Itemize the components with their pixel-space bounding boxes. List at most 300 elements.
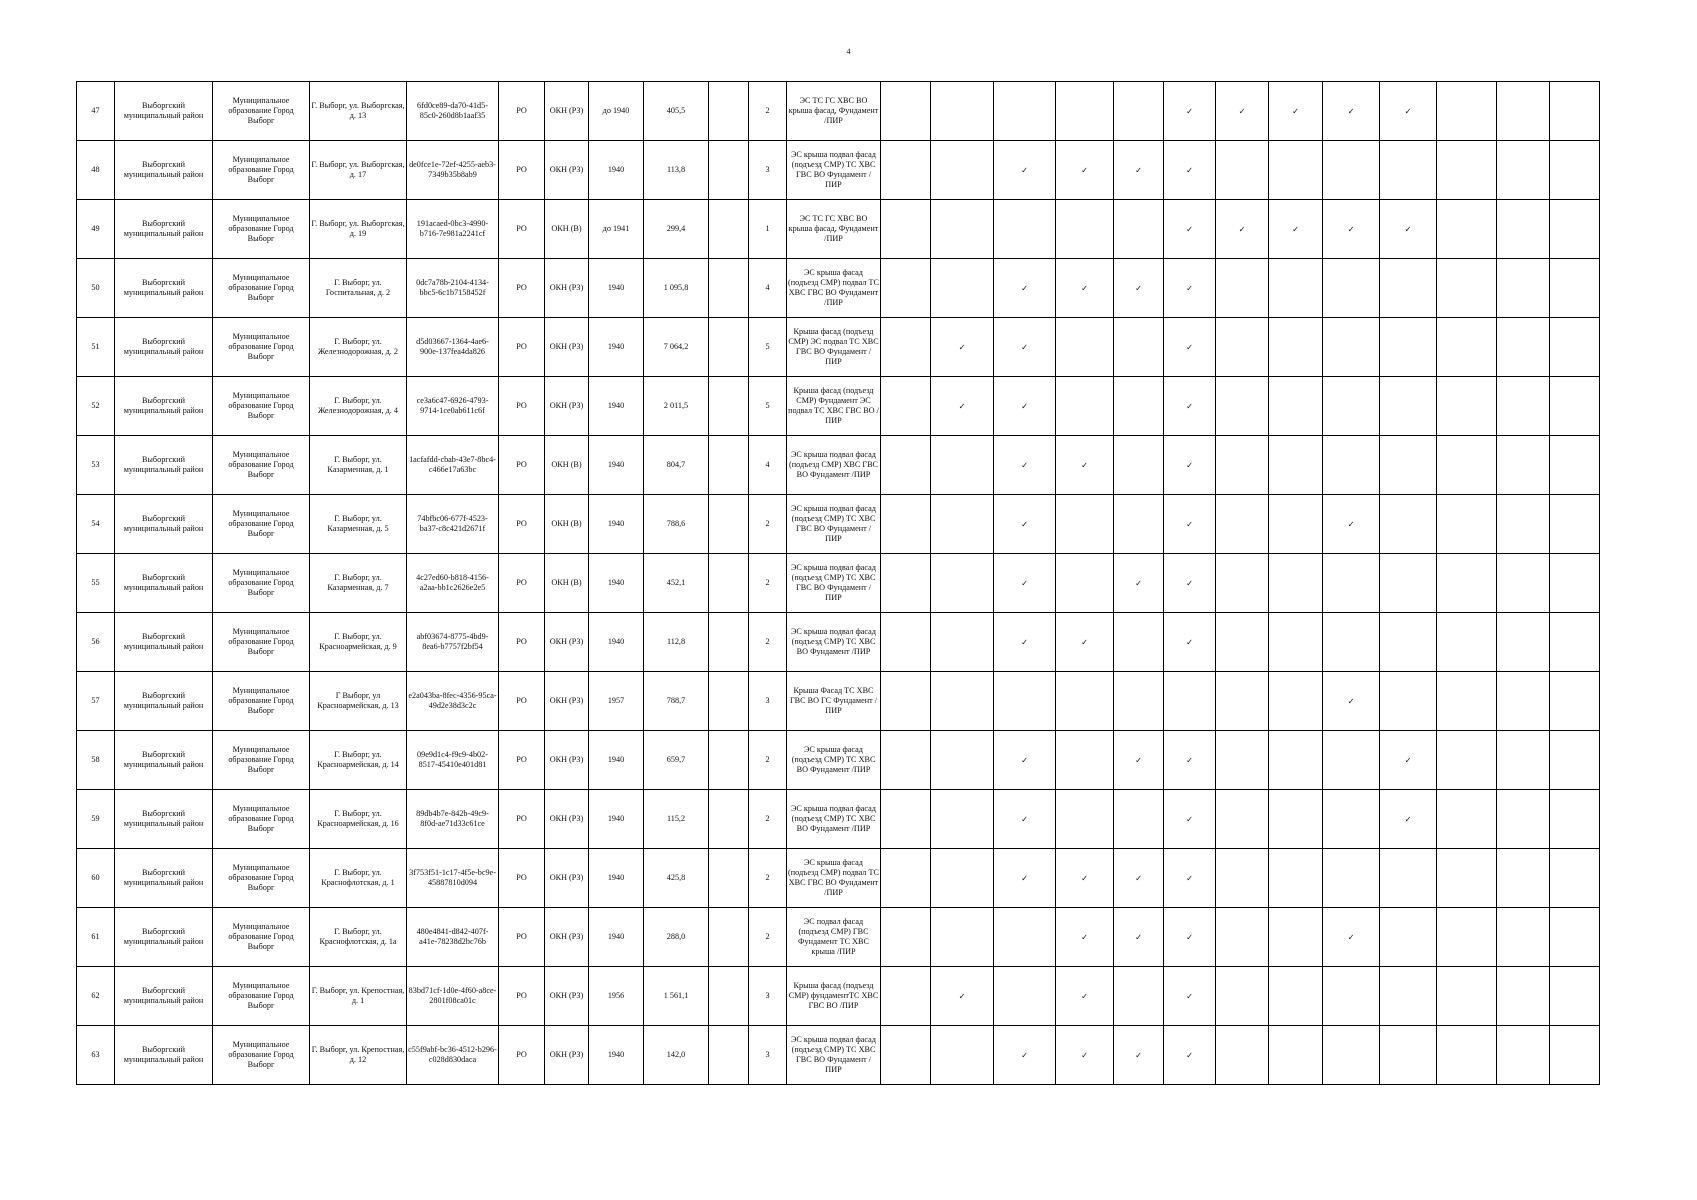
- checkmark-icon: ✓: [1056, 967, 1114, 1026]
- empty-check-cell: [1269, 613, 1323, 672]
- floors-cell: 2: [749, 82, 787, 141]
- empty-check-cell: [1497, 849, 1550, 908]
- checkmark-icon: ✓: [1056, 436, 1114, 495]
- checkmark-icon: ✓: [994, 849, 1056, 908]
- empty-cell: [709, 377, 749, 436]
- empty-check-cell: [1550, 908, 1600, 967]
- empty-check-cell: [1323, 436, 1380, 495]
- year-cell: 1940: [589, 495, 644, 554]
- empty-check-cell: [1437, 790, 1497, 849]
- empty-check-cell: [1497, 613, 1550, 672]
- checkmark-icon: ✓: [931, 377, 994, 436]
- empty-check-cell: [1216, 377, 1269, 436]
- area-cell: 804,7: [644, 436, 709, 495]
- municipality-cell: Муниципальное образование Город Выборг: [213, 141, 310, 200]
- status-cell: ОКН (РЗ): [545, 1026, 589, 1085]
- empty-check-cell: [1550, 495, 1600, 554]
- year-cell: до 1941: [589, 200, 644, 259]
- empty-check-cell: [1114, 790, 1164, 849]
- area-cell: 299,4: [644, 200, 709, 259]
- empty-check-cell: [1497, 554, 1550, 613]
- checkmark-icon: ✓: [994, 495, 1056, 554]
- empty-check-cell: [1380, 1026, 1437, 1085]
- empty-check-cell: [1056, 554, 1114, 613]
- guid-cell: 83bd71cf-1d0e-4f60-a8ce-2801f08ca01c: [407, 967, 499, 1026]
- address-cell: Г. Выборг, ул. Казарменная, д. 1: [310, 436, 407, 495]
- row-number: 47: [77, 82, 115, 141]
- empty-check-cell: [1056, 377, 1114, 436]
- object-type-cell: РО: [499, 318, 545, 377]
- checkmark-icon: ✓: [994, 436, 1056, 495]
- object-type-cell: РО: [499, 259, 545, 318]
- checkmark-icon: ✓: [1114, 849, 1164, 908]
- empty-cell: [709, 908, 749, 967]
- municipality-cell: Муниципальное образование Город Выборг: [213, 967, 310, 1026]
- floors-cell: 2: [749, 613, 787, 672]
- empty-check-cell: [1437, 318, 1497, 377]
- checkmark-icon: ✓: [1114, 554, 1164, 613]
- area-cell: 115,2: [644, 790, 709, 849]
- table-row: [77, 908, 1600, 967]
- empty-cell: [709, 967, 749, 1026]
- empty-check-cell: [1269, 672, 1323, 731]
- guid-cell: 4c27ed60-b818-4156-a2aa-bb1c2626e2e5: [407, 554, 499, 613]
- empty-check-cell: [1497, 318, 1550, 377]
- status-cell: ОКН (РЗ): [545, 672, 589, 731]
- year-cell: 1940: [589, 377, 644, 436]
- empty-cell: [709, 436, 749, 495]
- empty-check-cell: [1216, 436, 1269, 495]
- table-row: [77, 731, 1600, 790]
- empty-check-cell: [1216, 1026, 1269, 1085]
- object-type-cell: РО: [499, 672, 545, 731]
- empty-check-cell: [931, 1026, 994, 1085]
- row-number: 60: [77, 849, 115, 908]
- district-cell: Выборгский муниципальный район: [115, 967, 213, 1026]
- empty-check-cell: [1437, 82, 1497, 141]
- guid-cell: abf03674-8775-4bd9-8ea6-b7757f2bf54: [407, 613, 499, 672]
- empty-check-cell: [1323, 731, 1380, 790]
- floors-cell: 2: [749, 790, 787, 849]
- empty-check-cell: [1323, 849, 1380, 908]
- empty-check-cell: [1114, 318, 1164, 377]
- row-number: 58: [77, 731, 115, 790]
- empty-check-cell: [1550, 849, 1600, 908]
- municipality-cell: Муниципальное образование Город Выборг: [213, 672, 310, 731]
- empty-check-cell: [1323, 318, 1380, 377]
- empty-check-cell: [1269, 495, 1323, 554]
- year-cell: 1940: [589, 318, 644, 377]
- empty-check-cell: [1323, 967, 1380, 1026]
- row-number: 51: [77, 318, 115, 377]
- object-type-cell: РО: [499, 967, 545, 1026]
- empty-check-cell: [1497, 672, 1550, 731]
- status-cell: ОКН (РЗ): [545, 377, 589, 436]
- checkmark-icon: ✓: [994, 790, 1056, 849]
- checkmark-icon: ✓: [1380, 790, 1437, 849]
- empty-check-cell: [1269, 436, 1323, 495]
- table-row: [77, 790, 1600, 849]
- empty-check-cell: [881, 259, 931, 318]
- status-cell: ОКН (РЗ): [545, 790, 589, 849]
- address-cell: Г. Выборг, ул. Выборгская, д. 19: [310, 200, 407, 259]
- area-cell: 142,0: [644, 1026, 709, 1085]
- year-cell: до 1940: [589, 82, 644, 141]
- municipality-cell: Муниципальное образование Город Выборг: [213, 613, 310, 672]
- empty-check-cell: [1216, 731, 1269, 790]
- district-cell: Выборгский муниципальный район: [115, 377, 213, 436]
- checkmark-icon: ✓: [1323, 200, 1380, 259]
- works-cell: ЭС крыша подвал фасад (подъезд СМР) ХВС ГВС ВО Фундамент /ПИР: [787, 436, 881, 495]
- works-cell: ЭС крыша фасад (подъезд СМР) ТС ХВС ВО Фундамент /ПИР: [787, 731, 881, 790]
- checkmark-icon: ✓: [1164, 1026, 1216, 1085]
- empty-check-cell: [1550, 967, 1600, 1026]
- guid-cell: 74bfbc06-677f-4523-ba37-c8c421d2671f: [407, 495, 499, 554]
- table-row: [77, 141, 1600, 200]
- checkmark-icon: ✓: [1323, 495, 1380, 554]
- floors-cell: 2: [749, 849, 787, 908]
- area-cell: 659,7: [644, 731, 709, 790]
- empty-check-cell: [1269, 554, 1323, 613]
- empty-check-cell: [931, 495, 994, 554]
- checkmark-icon: ✓: [1164, 495, 1216, 554]
- empty-check-cell: [1216, 967, 1269, 1026]
- status-cell: ОКН (РЗ): [545, 259, 589, 318]
- checkmark-icon: ✓: [1114, 259, 1164, 318]
- works-cell: ЭС ТС ГС ХВС ВО крыша фасад, Фундамент /ПИР: [787, 200, 881, 259]
- object-type-cell: РО: [499, 436, 545, 495]
- empty-check-cell: [1216, 908, 1269, 967]
- status-cell: ОКН (РЗ): [545, 849, 589, 908]
- checkmark-icon: ✓: [1164, 908, 1216, 967]
- empty-check-cell: [1269, 318, 1323, 377]
- works-cell: Крыша фасад (подъезд СМР) ЭС подвал ТС ХВС ГВС ВО Фундамент /ПИР: [787, 318, 881, 377]
- empty-check-cell: [1380, 967, 1437, 1026]
- municipality-cell: Муниципальное образование Город Выборг: [213, 259, 310, 318]
- district-cell: Выборгский муниципальный район: [115, 790, 213, 849]
- empty-cell: [709, 672, 749, 731]
- status-cell: ОКН (РЗ): [545, 318, 589, 377]
- works-cell: ЭС крыша подвал фасад (подъезд СМР) ТС ХВС ВО Фундамент /ПИР: [787, 613, 881, 672]
- empty-check-cell: [1437, 554, 1497, 613]
- empty-check-cell: [1380, 672, 1437, 731]
- empty-check-cell: [1437, 436, 1497, 495]
- address-cell: Г. Выборг, ул. Красноармейская, д. 16: [310, 790, 407, 849]
- checkmark-icon: ✓: [1216, 200, 1269, 259]
- empty-check-cell: [1437, 1026, 1497, 1085]
- municipality-cell: Муниципальное образование Город Выборг: [213, 554, 310, 613]
- address-cell: Г. Выборг, ул. Крепостная, д. 12: [310, 1026, 407, 1085]
- empty-cell: [709, 1026, 749, 1085]
- checkmark-icon: ✓: [1056, 613, 1114, 672]
- works-cell: ЭС крыша фасад (подъезд СМР) подвал ТС ХВС ГВС ВО Фундамент /ПИР: [787, 259, 881, 318]
- empty-check-cell: [931, 849, 994, 908]
- district-cell: Выборгский муниципальный район: [115, 495, 213, 554]
- checkmark-icon: ✓: [931, 318, 994, 377]
- empty-check-cell: [1380, 141, 1437, 200]
- checkmark-icon: ✓: [1269, 82, 1323, 141]
- district-cell: Выборгский муниципальный район: [115, 200, 213, 259]
- empty-check-cell: [1497, 908, 1550, 967]
- checkmark-icon: ✓: [1380, 200, 1437, 259]
- empty-check-cell: [1550, 259, 1600, 318]
- checkmark-icon: ✓: [1056, 141, 1114, 200]
- empty-check-cell: [881, 849, 931, 908]
- empty-check-cell: [881, 613, 931, 672]
- row-number: 56: [77, 613, 115, 672]
- empty-check-cell: [1323, 554, 1380, 613]
- district-cell: Выборгский муниципальный район: [115, 141, 213, 200]
- row-number: 50: [77, 259, 115, 318]
- empty-check-cell: [1380, 849, 1437, 908]
- empty-check-cell: [881, 377, 931, 436]
- checkmark-icon: ✓: [1056, 849, 1114, 908]
- checkmark-icon: ✓: [1164, 790, 1216, 849]
- checkmark-icon: ✓: [1164, 613, 1216, 672]
- empty-check-cell: [1497, 495, 1550, 554]
- row-number: 55: [77, 554, 115, 613]
- empty-check-cell: [1269, 259, 1323, 318]
- row-number: 48: [77, 141, 115, 200]
- empty-check-cell: [1323, 790, 1380, 849]
- empty-check-cell: [931, 436, 994, 495]
- object-type-cell: РО: [499, 554, 545, 613]
- empty-check-cell: [1216, 554, 1269, 613]
- empty-check-cell: [1380, 554, 1437, 613]
- municipality-cell: Муниципальное образование Город Выборг: [213, 318, 310, 377]
- floors-cell: 3: [749, 672, 787, 731]
- empty-check-cell: [931, 259, 994, 318]
- row-number: 53: [77, 436, 115, 495]
- address-cell: Г. Выборг, ул. Краснофлотская, д. 1а: [310, 908, 407, 967]
- floors-cell: 3: [749, 141, 787, 200]
- row-number: 57: [77, 672, 115, 731]
- status-cell: ОКН (РЗ): [545, 141, 589, 200]
- empty-check-cell: [1114, 613, 1164, 672]
- empty-check-cell: [881, 318, 931, 377]
- table-row: [77, 436, 1600, 495]
- works-cell: ЭС ТС ГС ХВС ВО крыша фасад, Фундамент /ПИР: [787, 82, 881, 141]
- municipality-cell: Муниципальное образование Город Выборг: [213, 377, 310, 436]
- address-cell: Г. Выборг, ул. Железнодорожная, д. 4: [310, 377, 407, 436]
- area-cell: 1 561,1: [644, 967, 709, 1026]
- year-cell: 1940: [589, 849, 644, 908]
- checkmark-icon: ✓: [1380, 731, 1437, 790]
- empty-check-cell: [931, 731, 994, 790]
- empty-cell: [709, 554, 749, 613]
- empty-check-cell: [1497, 436, 1550, 495]
- checkmark-icon: ✓: [1164, 318, 1216, 377]
- guid-cell: d5d03667-1364-4ae6-900e-137fea4da826: [407, 318, 499, 377]
- empty-check-cell: [1497, 731, 1550, 790]
- empty-check-cell: [881, 436, 931, 495]
- checkmark-icon: ✓: [994, 1026, 1056, 1085]
- empty-check-cell: [1497, 1026, 1550, 1085]
- object-type-cell: РО: [499, 908, 545, 967]
- table-row: [77, 259, 1600, 318]
- year-cell: 1940: [589, 790, 644, 849]
- empty-check-cell: [881, 1026, 931, 1085]
- address-cell: Г. Выборг, ул. Госпитальная, д. 2: [310, 259, 407, 318]
- object-type-cell: РО: [499, 200, 545, 259]
- address-cell: Г. Выборг, ул. Красноармейская, д. 14: [310, 731, 407, 790]
- empty-check-cell: [1164, 672, 1216, 731]
- empty-check-cell: [1550, 731, 1600, 790]
- empty-check-cell: [1550, 672, 1600, 731]
- works-cell: ЭС крыша подвал фасад (подъезд СМР) ТС ХВС ГВС ВО Фундамент /ПИР: [787, 495, 881, 554]
- empty-check-cell: [1380, 908, 1437, 967]
- row-number: 61: [77, 908, 115, 967]
- empty-check-cell: [1114, 377, 1164, 436]
- works-cell: ЭС крыша подвал фасад (подъезд СМР) ТС ХВС ВО Фундамент /ПИР: [787, 790, 881, 849]
- empty-check-cell: [1056, 672, 1114, 731]
- empty-check-cell: [1437, 967, 1497, 1026]
- table-row: [77, 672, 1600, 731]
- empty-check-cell: [1216, 318, 1269, 377]
- empty-check-cell: [1550, 200, 1600, 259]
- empty-check-cell: [931, 908, 994, 967]
- empty-check-cell: [881, 731, 931, 790]
- address-cell: Г. Выборг, ул. Крепостная, д. 1: [310, 967, 407, 1026]
- empty-cell: [709, 200, 749, 259]
- empty-check-cell: [1437, 495, 1497, 554]
- empty-check-cell: [881, 495, 931, 554]
- empty-check-cell: [1323, 613, 1380, 672]
- table-row: [77, 318, 1600, 377]
- area-cell: 113,8: [644, 141, 709, 200]
- empty-check-cell: [881, 967, 931, 1026]
- checkmark-icon: ✓: [1216, 82, 1269, 141]
- table-row: [77, 967, 1600, 1026]
- year-cell: 1940: [589, 259, 644, 318]
- empty-check-cell: [1437, 200, 1497, 259]
- address-cell: Г. Выборг, ул. Краснофлотская, д. 1: [310, 849, 407, 908]
- empty-check-cell: [931, 613, 994, 672]
- empty-check-cell: [1114, 436, 1164, 495]
- empty-check-cell: [1437, 259, 1497, 318]
- register-table: [76, 81, 1600, 1085]
- area-cell: 112,8: [644, 613, 709, 672]
- works-cell: Крыша фасад (подъезд СМР) фундаментТС ХВС ГВС ВО /ПИР: [787, 967, 881, 1026]
- checkmark-icon: ✓: [994, 141, 1056, 200]
- floors-cell: 4: [749, 436, 787, 495]
- empty-check-cell: [1550, 1026, 1600, 1085]
- empty-check-cell: [1269, 377, 1323, 436]
- checkmark-icon: ✓: [1114, 1026, 1164, 1085]
- address-cell: Г. Выборг, ул. Выборгская, д. 13: [310, 82, 407, 141]
- year-cell: 1940: [589, 908, 644, 967]
- district-cell: Выборгский муниципальный район: [115, 849, 213, 908]
- row-number: 62: [77, 967, 115, 1026]
- district-cell: Выборгский муниципальный район: [115, 436, 213, 495]
- empty-check-cell: [994, 672, 1056, 731]
- empty-check-cell: [1323, 377, 1380, 436]
- empty-check-cell: [1550, 554, 1600, 613]
- checkmark-icon: ✓: [1056, 908, 1114, 967]
- checkmark-icon: ✓: [1164, 377, 1216, 436]
- floors-cell: 5: [749, 318, 787, 377]
- empty-check-cell: [1114, 967, 1164, 1026]
- floors-cell: 5: [749, 377, 787, 436]
- row-number: 63: [77, 1026, 115, 1085]
- floors-cell: 3: [749, 967, 787, 1026]
- empty-check-cell: [1216, 495, 1269, 554]
- checkmark-icon: ✓: [994, 731, 1056, 790]
- guid-cell: 480e4841-d842-407f-a41e-78238d2bc76b: [407, 908, 499, 967]
- checkmark-icon: ✓: [1164, 849, 1216, 908]
- empty-cell: [709, 82, 749, 141]
- area-cell: 788,7: [644, 672, 709, 731]
- empty-check-cell: [1056, 731, 1114, 790]
- empty-check-cell: [1216, 613, 1269, 672]
- empty-check-cell: [1497, 82, 1550, 141]
- empty-check-cell: [1437, 908, 1497, 967]
- floors-cell: 3: [749, 1026, 787, 1085]
- floors-cell: 2: [749, 554, 787, 613]
- area-cell: 7 064,2: [644, 318, 709, 377]
- empty-check-cell: [1216, 790, 1269, 849]
- district-cell: Выборгский муниципальный район: [115, 613, 213, 672]
- year-cell: 1940: [589, 554, 644, 613]
- table-row: [77, 613, 1600, 672]
- empty-cell: [709, 318, 749, 377]
- status-cell: ОКН (РЗ): [545, 82, 589, 141]
- municipality-cell: Муниципальное образование Город Выборг: [213, 1026, 310, 1085]
- empty-check-cell: [1437, 731, 1497, 790]
- guid-cell: 3f753f51-1c17-4f5e-bc9e-45887810d094: [407, 849, 499, 908]
- empty-check-cell: [1216, 672, 1269, 731]
- empty-check-cell: [1216, 141, 1269, 200]
- municipality-cell: Муниципальное образование Город Выборг: [213, 82, 310, 141]
- address-cell: Г. Выборг, ул. Красноармейская, д. 9: [310, 613, 407, 672]
- guid-cell: 6fd0ce89-da70-41d5-85c0-260d8b1aaf35: [407, 82, 499, 141]
- empty-check-cell: [931, 672, 994, 731]
- empty-check-cell: [931, 141, 994, 200]
- empty-check-cell: [1380, 377, 1437, 436]
- empty-check-cell: [1550, 613, 1600, 672]
- district-cell: Выборгский муниципальный район: [115, 82, 213, 141]
- district-cell: Выборгский муниципальный район: [115, 318, 213, 377]
- works-cell: Крыша фасад (подъезд СМР) Фундамент ЭС подвал ТС ХВС ГВС ВО /ПИР: [787, 377, 881, 436]
- floors-cell: 2: [749, 908, 787, 967]
- status-cell: ОКН (В): [545, 495, 589, 554]
- empty-check-cell: [881, 554, 931, 613]
- empty-check-cell: [1114, 495, 1164, 554]
- object-type-cell: РО: [499, 1026, 545, 1085]
- works-cell: ЭС крыша подвал фасад (подъезд СМР) ТС ХВС ГВС ВО Фундамент /ПИР: [787, 1026, 881, 1085]
- empty-check-cell: [1216, 259, 1269, 318]
- address-cell: Г. Выборг, ул. Казарменная, д. 5: [310, 495, 407, 554]
- district-cell: Выборгский муниципальный район: [115, 672, 213, 731]
- status-cell: ОКН (РЗ): [545, 908, 589, 967]
- empty-cell: [709, 731, 749, 790]
- object-type-cell: РО: [499, 849, 545, 908]
- empty-check-cell: [1380, 318, 1437, 377]
- object-type-cell: РО: [499, 613, 545, 672]
- year-cell: 1940: [589, 1026, 644, 1085]
- checkmark-icon: ✓: [1056, 1026, 1114, 1085]
- empty-check-cell: [1323, 259, 1380, 318]
- district-cell: Выборгский муниципальный район: [115, 554, 213, 613]
- empty-check-cell: [1114, 82, 1164, 141]
- area-cell: 425,8: [644, 849, 709, 908]
- row-number: 59: [77, 790, 115, 849]
- empty-check-cell: [1380, 259, 1437, 318]
- guid-cell: 89db4b7e-842b-49c9-8f0d-ae71d33c61ce: [407, 790, 499, 849]
- empty-cell: [709, 495, 749, 554]
- empty-check-cell: [1216, 849, 1269, 908]
- municipality-cell: Муниципальное образование Город Выборг: [213, 436, 310, 495]
